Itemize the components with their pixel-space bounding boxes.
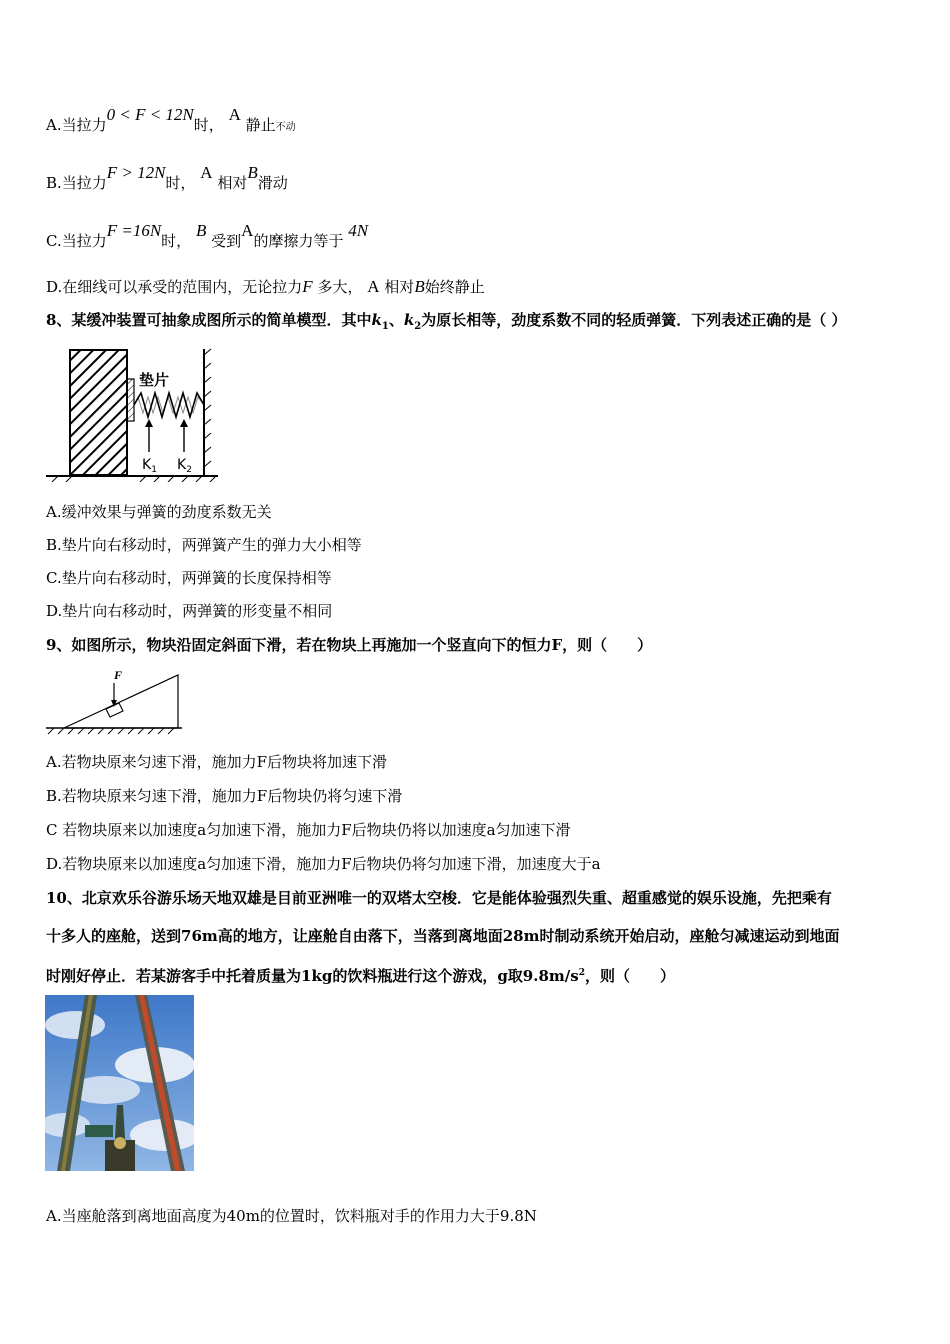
svg-text:K1: $K_1$ xyxy=(142,457,157,475)
q7-option-a: A.当拉力0 < F < 12N时， A 静止不动 xyxy=(46,105,296,134)
q10-stem-line2: 十多人的座舱，送到76m高的地方，让座舱自由落下，当落到离地面28m时制动系统开始启动，座舱匀减速运动到地面 xyxy=(46,927,840,945)
svg-text:K2: $K_2$ xyxy=(177,457,192,475)
q9-stem: 9、如图所示，物块沿固定斜面下滑，若在物块上再施加一个竖直向下的恒力F，则（ ） xyxy=(46,636,653,654)
q9-option-c: C 若物块原来以加速度a匀加速下滑，施加力F后物块仍将以加速度a匀加速下滑 xyxy=(46,821,571,839)
drop-tower-image xyxy=(45,995,194,1171)
svg-text:垫片: 垫片 xyxy=(139,371,170,389)
q9-option-a: A.若物块原来匀速下滑，施加力F后物块将加速下滑 xyxy=(46,753,388,771)
drop-tower-photo xyxy=(45,995,194,1171)
q8-option-d: D.垫片向右移动时，两弹簧的形变量不相同 xyxy=(46,602,333,620)
q8-option-b: B.垫片向右移动时，两弹簧产生的弹力大小相等 xyxy=(46,536,362,554)
q10-stem-line3: 时刚好停止．若某游客手中托着质量为1kg的饮料瓶进行这个游戏，g取$9.8m/s^2$，则（ ） xyxy=(46,967,675,985)
spring-k2 xyxy=(134,393,204,417)
incline xyxy=(64,675,178,728)
q10-option-a: A.当座舱落到离地面高度为40m的位置时，饮料瓶对手的作用力大于9.8N xyxy=(46,1207,537,1225)
buffer-device-figure xyxy=(44,347,219,482)
q8-option-c: C.垫片向右移动时，两弹簧的长度保持相等 xyxy=(46,569,332,587)
q7-option-c: C.当拉力F =16N时， B 受到A的摩擦力等于 4N xyxy=(46,221,369,250)
q7-option-b: B.当拉力F > 12N时， A 相对B滑动 xyxy=(46,163,288,192)
pad xyxy=(127,379,134,421)
q10-stem-line1: 10、北京欢乐谷游乐场天地双雄是目前亚洲唯一的双塔太空梭．它是能体验强烈失重、超重感觉的娱乐设施，先把乘有 xyxy=(46,889,832,907)
block xyxy=(70,350,127,475)
q7-option-d: D.在细线可以承受的范围内，无论拉力F 多大， A 相对B始终静止 xyxy=(46,277,485,296)
q8-option-a: A.缓冲效果与弹簧的劲度系数无关 xyxy=(46,503,272,521)
inequality: 0 < F < 12N xyxy=(106,105,194,124)
svg-text:F: F xyxy=(114,668,123,682)
incline-figure xyxy=(44,665,184,735)
q9-option-d: D.若物块原来以加速度a匀加速下滑，施加力F后物块仍将匀加速下滑，加速度大于a xyxy=(46,855,601,873)
q8-stem: 8、某缓冲装置可抽象成图所示的简单模型．其中$k_1$、$k_2$为原长相等，劲度系数不同的轻质弹簧．下列表述正确的是（ ） xyxy=(46,311,847,332)
q9-option-b: B.若物块原来匀速下滑，施加力F后物块仍将匀速下滑 xyxy=(46,787,403,805)
